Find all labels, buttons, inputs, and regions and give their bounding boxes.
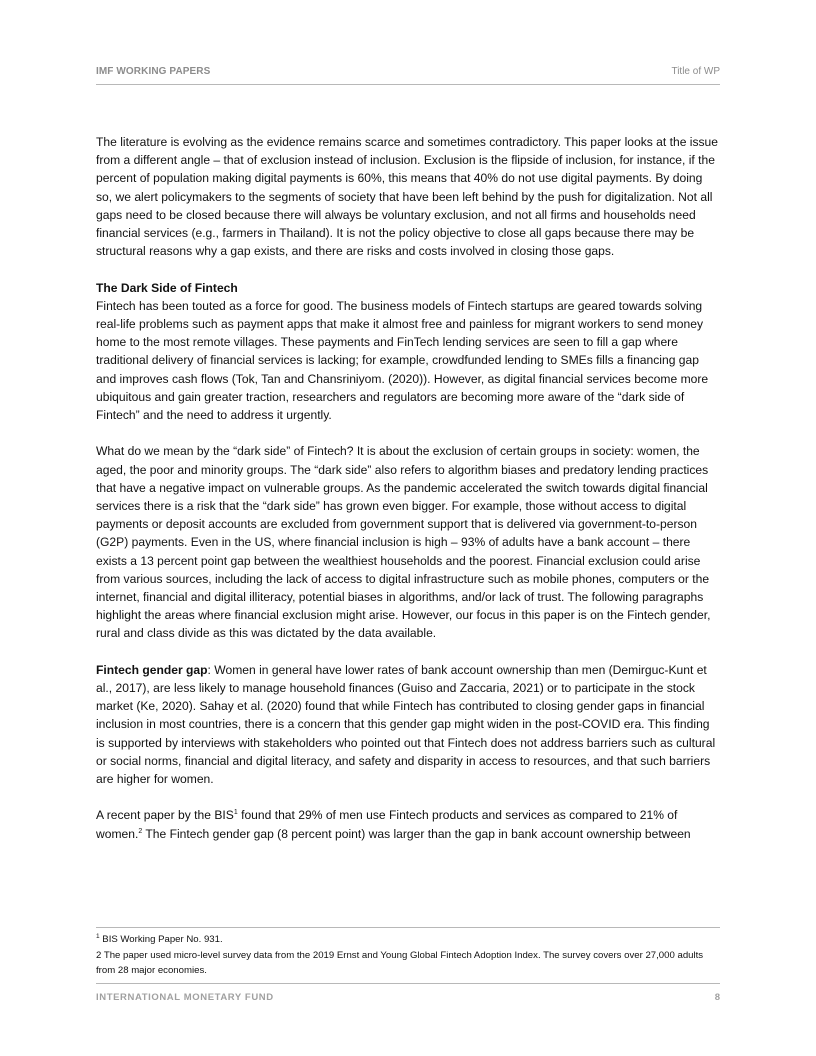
footnote-divider [96,927,720,928]
footnote-1 [96,932,720,948]
page-number: 8 [714,992,720,1003]
footnotes [96,932,720,979]
footnote-1-marker: 1 [96,932,100,940]
series-title: IMF WORKING PAPERS [96,66,211,77]
footnote-1-text: BIS Working Paper No. 931. [99,934,223,945]
section-heading: The Dark Side of Fintech [96,280,238,295]
bis-text-b: found that 29% of men use Fintech products and services as compared to 21% of women. [96,808,678,841]
page-header [96,66,720,84]
footnote-ref-1[interactable]: 1 [233,809,238,817]
header-divider [96,84,720,85]
paragraph-literature: The literature is evolving as the evidence remains scarce and sometimes contradictory. This paper looks at the issue from a different angle – that of exclusion instead of inclusion. Exclusion is the flipside of inclusion, for instance, if the percent of population making digital payments is 60%, this means that 40% do not use digital payments. By doing so, we alert policymakers to the segments of society that have been left behind by the push for digitalization. Not all gaps need to be closed because there will always be voluntary exclusion, and not all firms and households need financial services (e.g., farmers in Thailand). It is not the policy objective to close all gaps because there may be structural reasons why a gap exists, and there are risks and costs involved in closing those gaps. [96,135,719,259]
paragraph-fintech-force: Fintech has been touted as a force for good. The business models of Fintech startups are geared towards solving real-life problems such as payment apps that make it almost free and painless for migrant workers to send money home to the most remote villages. These payments and FinTech lending services are seen to fill a gap where traditional delivery of financial services is lacking; for example, crowdfunded lending to SMEs fills a financing gap and improves cash flows (Tok, Tan and Chansriniyom. (2020)). However, as digital financial services become more ubiquitous and gain greater traction, researchers and regulators are becoming more aware of the “dark side of Fintech” and the need to address it urgently. [96,298,709,423]
footer-organization: INTERNATIONAL MONETARY FUND [96,992,274,1003]
gender-gap-text: : Women in general have lower rates of bank account ownership than men (Demirguc-Kunt et al., 2017), are less likely to manage household finances (Guiso and Zaccaria, 2021) or to participate in the stock market (Ke, 2020). Sahay et al. (2020) found that while Fintech has contributed to closing gender gaps in financial inclusion in most countries, there is a concern that this gender gap might widen in the post-COVID era. This finding is supported by interviews with stakeholders who pointed out that Fintech does not address barriers such as cultural or social norms, financial and digital literacy, and safety and disparity in access to resources, and that such barriers are higher for women. [96,662,716,787]
paragraph-gender-gap [96,661,720,788]
footnote-ref-2[interactable]: 2 [138,827,143,835]
paragraph-bis-paper [96,806,720,842]
footer-divider [96,983,720,984]
gender-gap-lead: Fintech gender gap [96,662,208,677]
main-content [96,133,720,861]
bis-text-a: A recent paper by the BIS [96,808,234,823]
paragraph-dark-side-meaning: What do we mean by the “dark side” of Fintech? It is about the exclusion of certain groups in society: women, the aged, the poor and minority groups. The “dark side” also refers to algorithm biases and predatory lending practices that have a negative impact on vulnerable groups. As the pandemic accelerated the switch towards digital financial services there is a risk that the “dark side” has grown even bigger. For example, those without access to digital payments or deposit accounts are excluded from government support that is delivered via government-to-person (G2P) payments. Even in the US, where financial inclusion is high – 93% of adults have a bank account – there exists a 13 percent point gap between the wealthiest households and the poorest. Financial exclusion could arise from various sources, including the lack of access to digital infrastructure such as mobile phones, computers or the internet, financial and digital illiteracy, potential biases in algorithms, and/or lack of trust. The following paragraphs highlight the areas where financial exclusion might arise. However, our focus in this paper is on the Fintech gender, rural and class divide as this was dictated by the data available. [96,444,711,641]
footnote-2: 2 The paper used micro-level survey data from the 2019 Ernst and Young Global Fintech Adoption Index. The survey covers over 27,000 adults from 28 major economies. [96,949,704,977]
section-dark-side [96,279,720,425]
bis-text-c: The Fintech gender gap (8 percent point) was larger than the gap in bank account ownership between [142,826,691,841]
paper-title: Title of WP [671,66,720,77]
